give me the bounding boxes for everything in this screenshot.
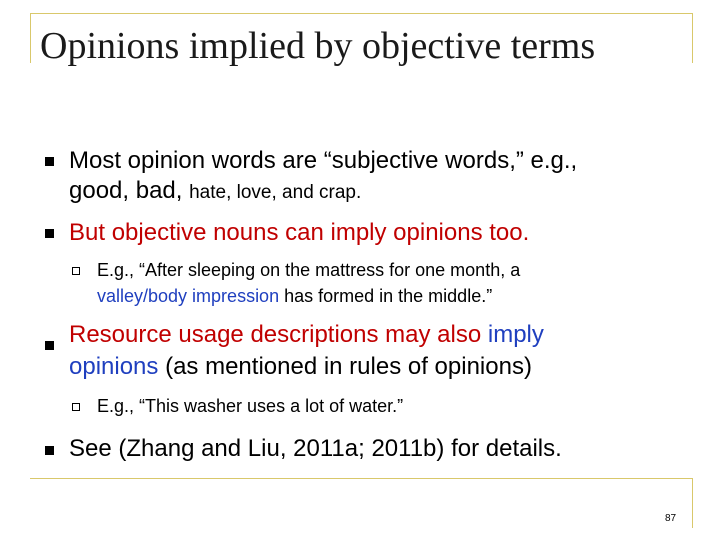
- bullet-square-icon: [45, 341, 54, 350]
- bullet-2-text: But objective nouns can imply opinions too.: [69, 219, 530, 246]
- frame-top-line: [30, 13, 693, 14]
- bullet-square-icon: [45, 446, 54, 455]
- bullet-3-red-text: Resource usage descriptions may also: [69, 321, 488, 348]
- bullet-3-line-2: [69, 352, 532, 382]
- frame-bottom-right-line: [692, 478, 693, 528]
- page-number: 87: [665, 513, 677, 524]
- bullet-3-blue-opinions: opinions: [69, 353, 159, 380]
- bullet-3-blue-text: imply: [487, 321, 544, 348]
- bullet-square-icon: [45, 229, 54, 238]
- bullet-3-rest: (as mentioned in rules of opinions): [158, 353, 532, 380]
- slide-title: Opinions implied by objective terms: [40, 25, 596, 67]
- bullet-1-line-2: [69, 176, 361, 208]
- frame-right-line: [692, 13, 693, 63]
- frame-left-line: [30, 13, 31, 63]
- bullet-1-line-1: Most opinion words are “subjective words,” e.g.,: [69, 147, 578, 174]
- sub-bullet-2-text: E.g., “This washer uses a lot of water.”: [97, 396, 404, 416]
- sub-bullet-hollow-square-icon: [72, 267, 80, 275]
- bullet-1-words: good, bad,: [69, 177, 190, 204]
- sub-bullet-1-rest: has formed in the middle.”: [279, 286, 493, 306]
- bullet-4-text: See (Zhang and Liu, 2011a; 2011b) for details.: [69, 435, 562, 462]
- highlight-phrase: valley/body impression: [97, 286, 280, 306]
- sub-bullet-hollow-square-icon: [72, 403, 80, 411]
- bullet-1-words-small: hate, love, and crap.: [189, 182, 362, 203]
- sub-bullet-1-line-2: [97, 284, 492, 309]
- sub-bullet-1-line-1: E.g., “After sleeping on the mattress for one month, a: [97, 260, 521, 280]
- bullet-square-icon: [45, 157, 54, 166]
- frame-bottom-line: [30, 478, 693, 479]
- bullet-3-line-1: [69, 320, 544, 350]
